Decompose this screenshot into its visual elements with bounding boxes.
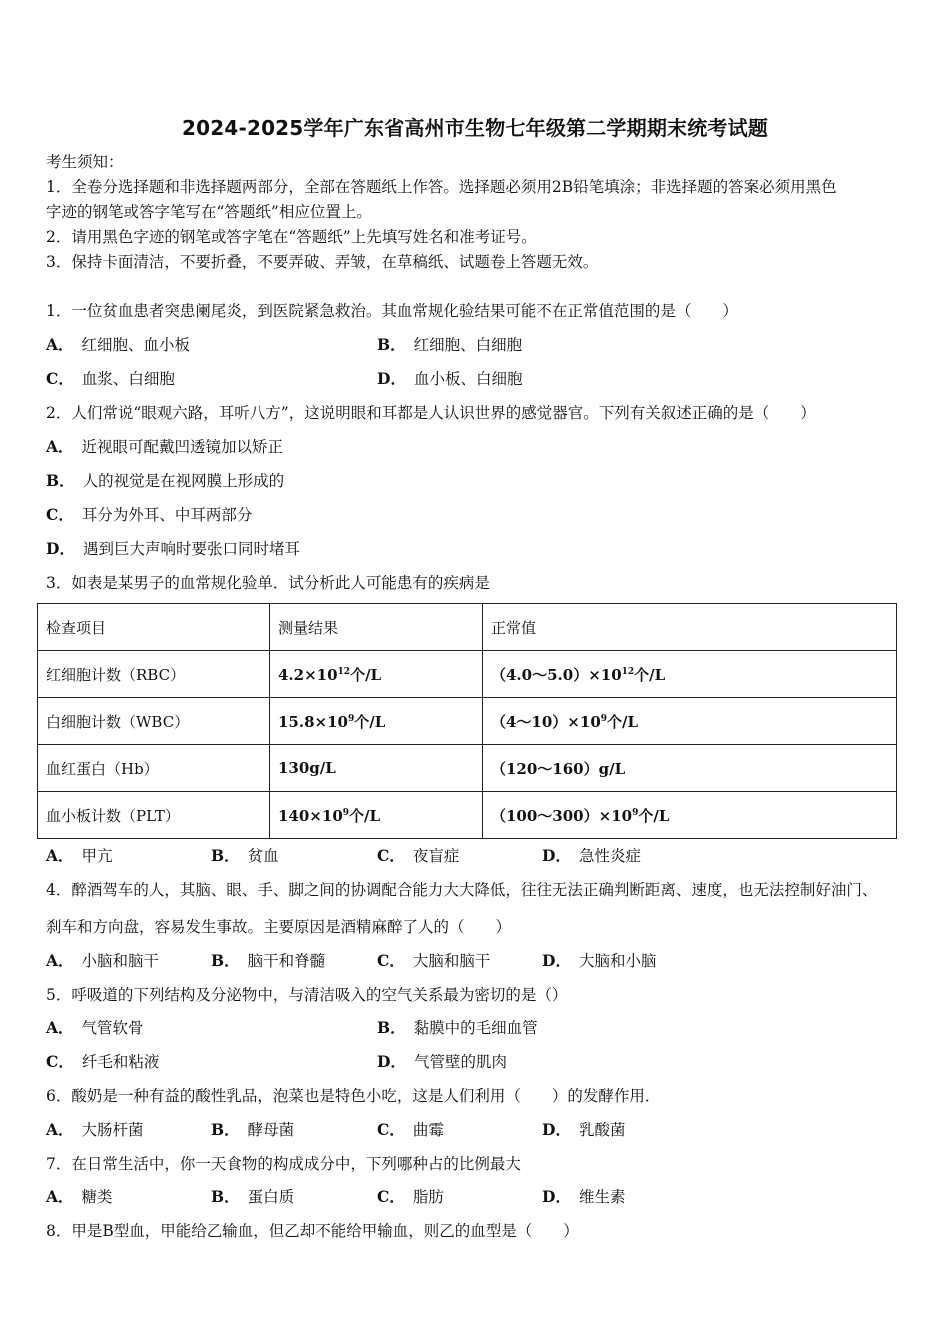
notice-item: 字迹的钢笔或答字笔写在“答题纸”相应位置上。 — [46, 203, 372, 221]
table-row — [38, 651, 897, 698]
question-6-stem: 6．酸奶是一种有益的酸性乳品，泡菜也是特色小吃，这是人们利用（ ）的发酵作用． — [46, 1087, 661, 1105]
question-8-stem: 8．甲是B型血，甲能给乙输血，但乙却不能给甲输血，则乙的血型是（ ） — [46, 1222, 579, 1240]
q3-option-c[interactable]: C． 夜盲症 — [377, 846, 460, 865]
table-cell-normal: $(4\sim 10)\times 10^9$个/L — [483, 698, 897, 745]
q2-option-d[interactable]: D． 遇到巨大声响时要张口同时堵耳 — [46, 539, 300, 558]
q7-option-d[interactable]: D． 维生素 — [542, 1187, 626, 1206]
blood-test-table — [37, 603, 897, 839]
q2-option-a[interactable]: A． 近视眼可配戴凹透镜加以矫正 — [46, 437, 284, 456]
question-7-stem: 7．在日常生活中，你一天食物的构成成分中，下列哪种占的比例最大 — [46, 1155, 521, 1173]
table-row — [38, 745, 897, 792]
table-cell-result: $15.8\times 10^9$个/L — [270, 698, 483, 745]
question-1-stem: 1．一位贫血患者突患阑尾炎，到医院紧急救治。其血常规化验结果可能不在正常值范围的是（ ） — [46, 302, 738, 320]
table-cell-item: 白细胞计数（WBC） — [38, 698, 270, 745]
q7-option-a[interactable]: A． 糖类 — [46, 1187, 113, 1206]
table-cell-result: $140\times 10^9$个/L — [270, 792, 483, 839]
q2-option-b[interactable]: B． 人的视觉是在视网膜上形成的 — [46, 471, 285, 490]
question-2-stem: 2．人们常说“眼观六路，耳听八方”，这说明眼和耳都是人认识世界的感觉器官。下列有关叙述正确的是（ ） — [46, 404, 816, 422]
q6-option-a[interactable]: A． 大肠杆菌 — [46, 1120, 144, 1139]
q3-option-a[interactable]: A． 甲亢 — [46, 846, 113, 865]
notice-item: 1．全卷分选择题和非选择题两部分，全部在答题纸上作答。选择题必须用2B铅笔填涂；非选择题的答案必须用黑色 — [46, 178, 837, 196]
q5-option-b[interactable]: B． 黏膜中的毛细血管 — [377, 1018, 538, 1037]
notice-heading: 考生须知： — [46, 153, 124, 171]
question-3-stem: 3．如表是某男子的血常规化验单．试分析此人可能患有的疾病是 — [46, 574, 490, 592]
q3-option-b[interactable]: B． 贫血 — [211, 846, 279, 865]
q7-option-c[interactable]: C． 脂肪 — [377, 1187, 444, 1206]
notice-item: 2．请用黑色字迹的钢笔或答字笔在“答题纸”上先填写姓名和准考证号。 — [46, 228, 537, 246]
q4-option-d[interactable]: D． 大脑和小脑 — [542, 951, 657, 970]
q4-option-b[interactable]: B． 脑干和脊髓 — [211, 951, 326, 970]
q6-option-b[interactable]: B． 酵母菌 — [211, 1120, 295, 1139]
table-cell-normal: $(4.0\sim 5.0)\times 10^{12}$个/L — [483, 651, 897, 698]
question-5-stem: 5．呼吸道的下列结构及分泌物中，与清洁吸入的空气关系最为密切的是（） — [46, 986, 568, 1004]
q6-option-c[interactable]: C． 曲霉 — [377, 1120, 444, 1139]
table-cell-item: 红细胞计数（RBC） — [38, 651, 270, 698]
table-header: 测量结果 — [270, 604, 483, 651]
table-cell-item: 血红蛋白（Hb） — [38, 745, 270, 792]
q4-option-c[interactable]: C． 大脑和脑干 — [377, 951, 491, 970]
q5-option-c[interactable]: C． 纤毛和粘液 — [46, 1052, 160, 1071]
question-4-stem-continued: 刹车和方向盘，容易发生事故。主要原因是酒精麻醉了人的（ ） — [46, 918, 512, 936]
page-title: 2024-2025学年广东省高州市生物七年级第二学期期末统考试题 — [181, 116, 769, 140]
table-cell-item: 血小板计数（PLT） — [38, 792, 270, 839]
notice-item: 3．保持卡面清洁，不要折叠，不要弄破、弄皱，在草稿纸、试题卷上答题无效。 — [46, 253, 599, 271]
table-header: 正常值 — [483, 604, 897, 651]
q1-option-a[interactable]: A． 红细胞、血小板 — [46, 335, 191, 354]
question-4-stem: 4．醉酒驾车的人，其脑、眼、手、脚之间的协调配合能力大大降低，往往无法正确判断距离、速度，也无法控制好油门、 — [46, 881, 878, 899]
q5-option-d[interactable]: D． 气管壁的肌肉 — [377, 1052, 507, 1071]
table-header-row — [38, 604, 897, 651]
q2-option-c[interactable]: C． 耳分为外耳、中耳两部分 — [46, 505, 253, 524]
q1-option-b[interactable]: B． 红细胞、白细胞 — [377, 335, 523, 354]
q5-option-a[interactable]: A． 气管软骨 — [46, 1018, 144, 1037]
q1-option-c[interactable]: C． 血浆、白细胞 — [46, 369, 175, 388]
table-cell-result: 130g/L — [270, 745, 483, 792]
table-row — [38, 792, 897, 839]
table-cell-result: $4.2\times 10^{12}$个/L — [270, 651, 483, 698]
table-row — [38, 698, 897, 745]
q3-option-d[interactable]: D． 急性炎症 — [542, 846, 641, 865]
table-header: 检查项目 — [38, 604, 270, 651]
q6-option-d[interactable]: D． 乳酸菌 — [542, 1120, 626, 1139]
table-cell-normal: （120～160）g/L — [483, 745, 897, 792]
q4-option-a[interactable]: A． 小脑和脑干 — [46, 951, 160, 970]
q7-option-b[interactable]: B． 蛋白质 — [211, 1187, 295, 1206]
q1-option-d[interactable]: D． 血小板、白细胞 — [377, 369, 523, 388]
table-cell-normal: $(100\sim 300)\times 10^9$个/L — [483, 792, 897, 839]
